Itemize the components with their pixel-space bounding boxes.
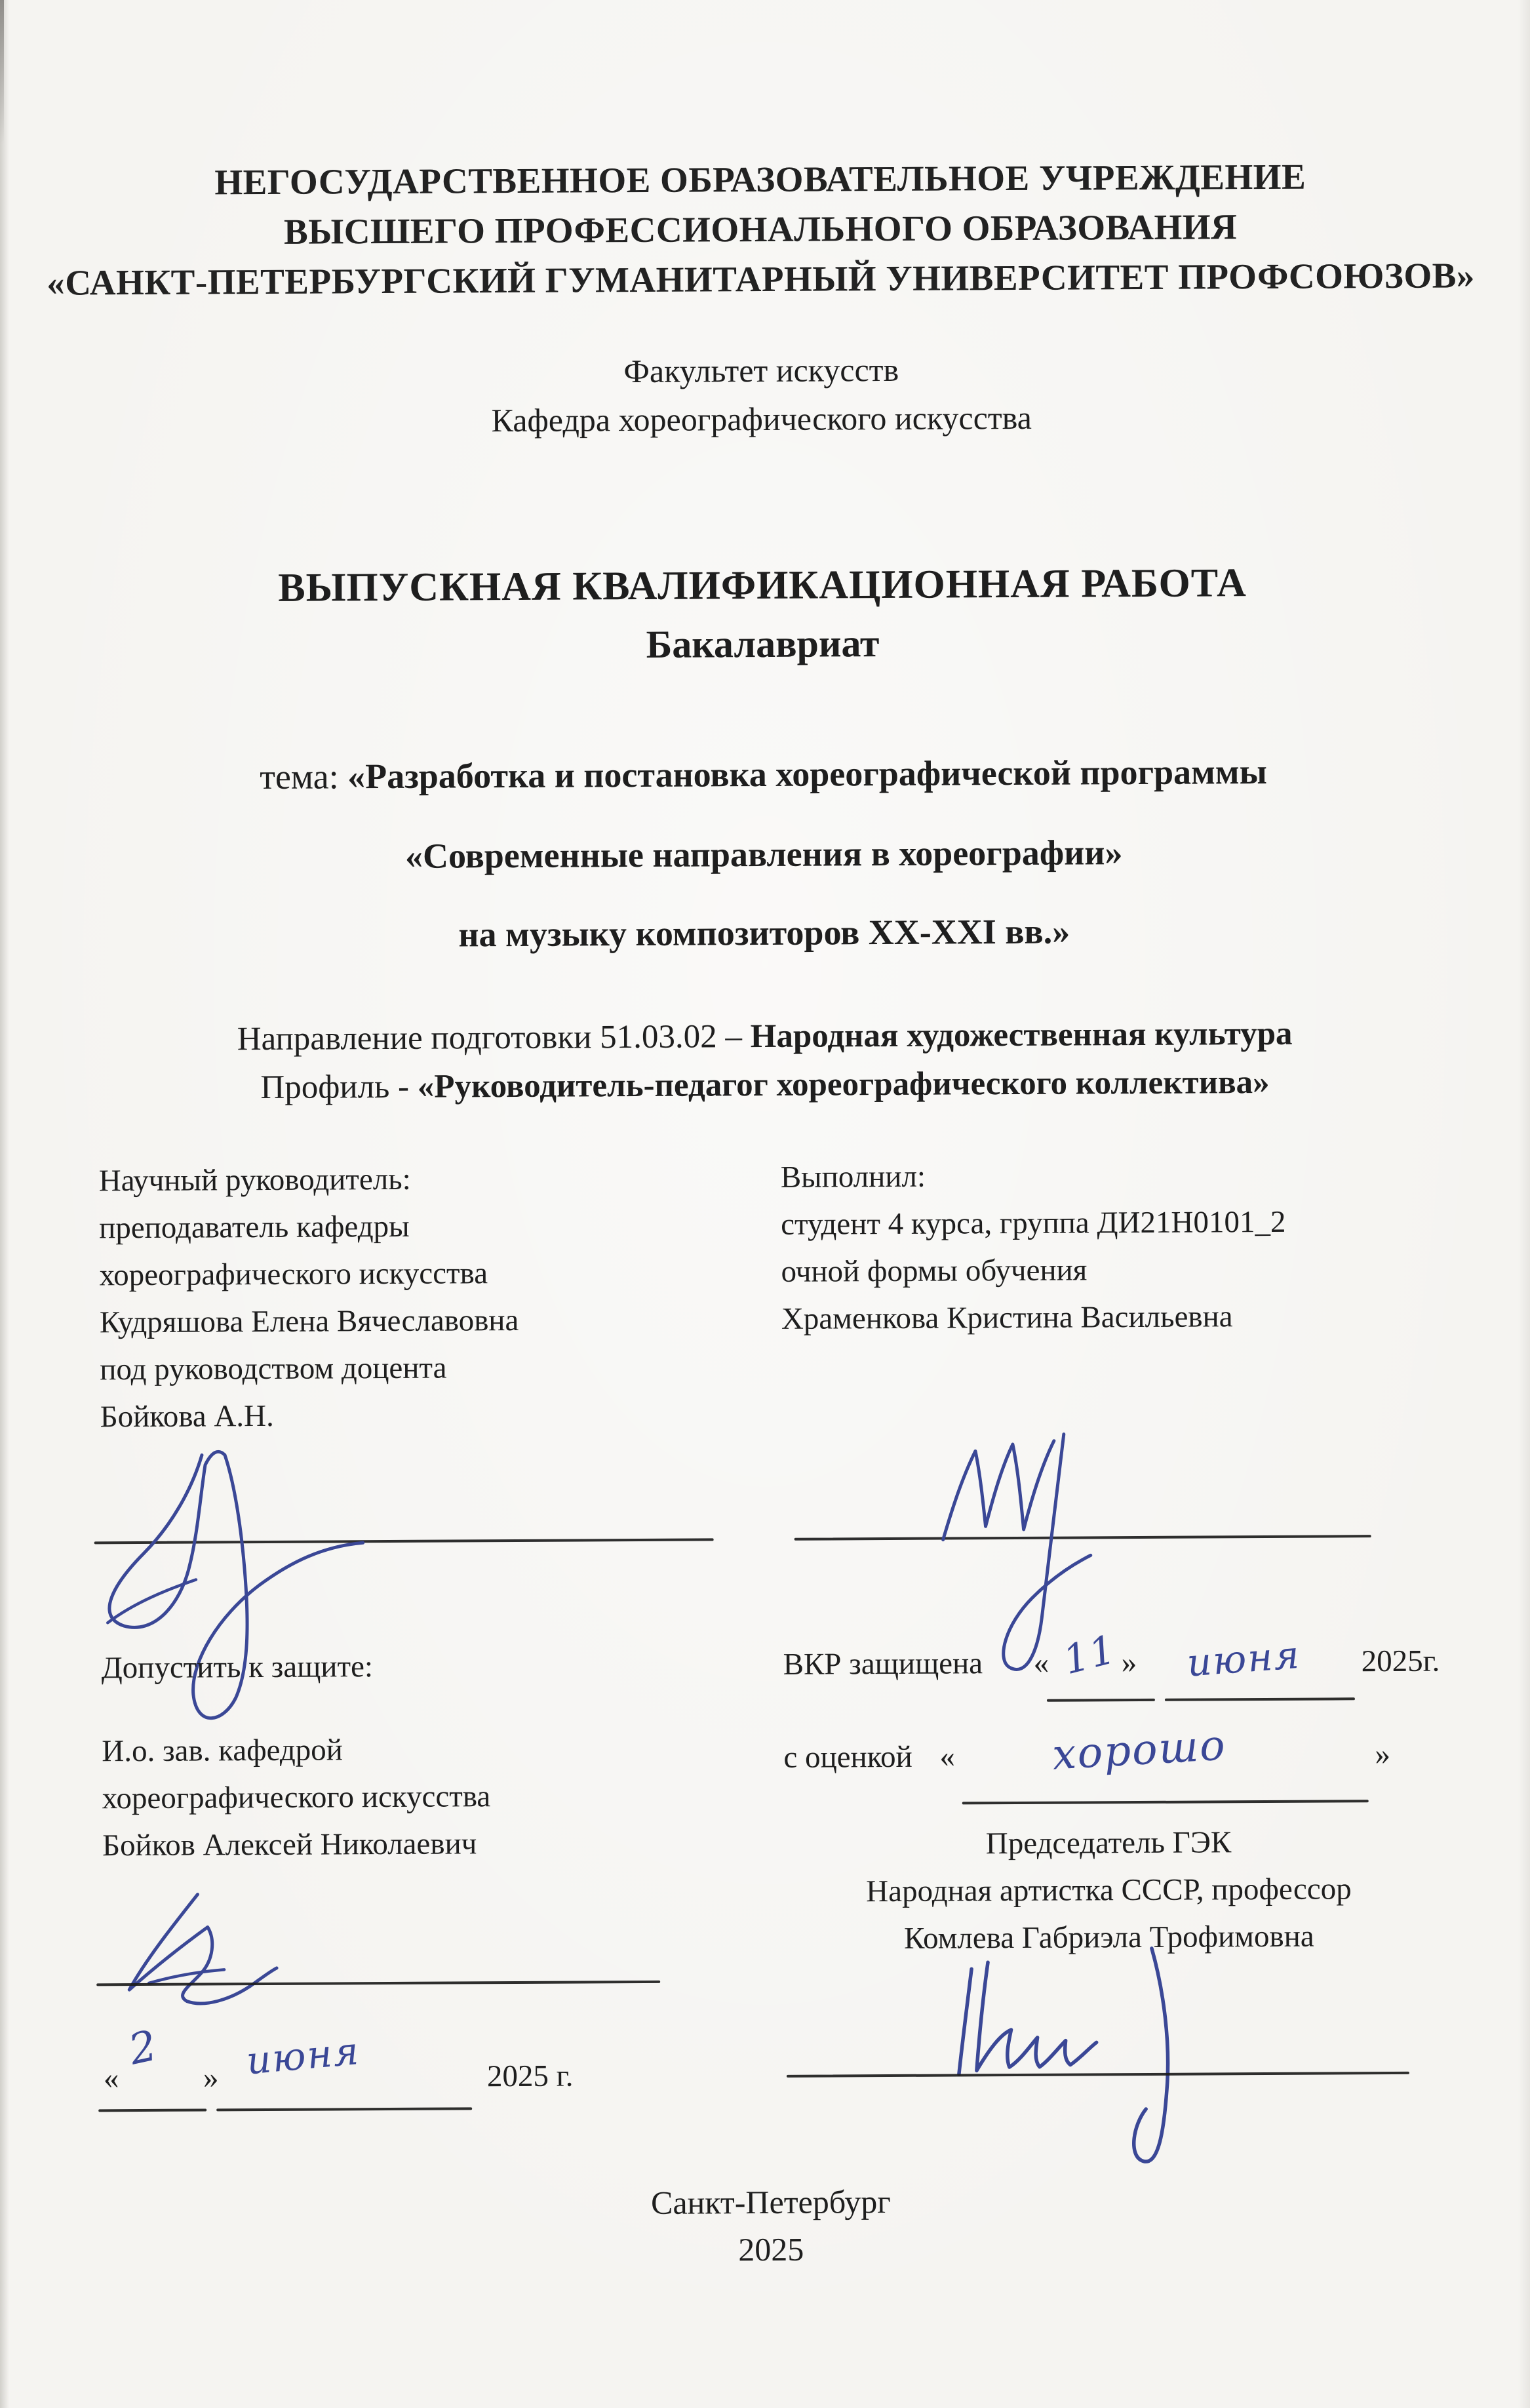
chair-signature: [935, 1925, 1212, 2188]
admission-quote-close: »: [203, 2061, 219, 2095]
supervisor-line: под руководством доцента: [100, 1351, 447, 1387]
work-type-title: ВЫПУСКНАЯ КВАЛИФИКАЦИОННАЯ РАБОТА: [278, 561, 1247, 610]
chair-name: Комлева Габриэла Трофимовна: [903, 1919, 1314, 1956]
head-name: Бойков Алексей Николаевич: [102, 1826, 477, 1863]
supervisor-line: Кудряшова Елена Вячеславовна: [99, 1303, 519, 1340]
supervisor-block: [99, 1155, 520, 1440]
department-name: Кафедра хореографического искусства: [491, 399, 1032, 439]
admission-day-underline: [98, 2108, 206, 2112]
city: Санкт-Петербург: [650, 2183, 891, 2221]
defense-month-handwritten: июня: [1185, 1632, 1302, 1686]
defense-quote-close: »: [1121, 1646, 1137, 1680]
admission-month-handwritten: июня: [244, 2028, 362, 2083]
theme-text-line1: «Разработка и постановка хореографической программы: [347, 751, 1267, 797]
head-position-line2: хореографического искусства: [102, 1779, 491, 1816]
author-block: [781, 1151, 1287, 1343]
org-name-line2: ВЫСШЕГО ПРОФЕССИОНАЛЬНОГО ОБРАЗОВАНИЯ: [283, 207, 1238, 252]
head-block: [102, 1726, 491, 1869]
grade-underline: [962, 1800, 1369, 1804]
year: 2025: [738, 2230, 804, 2268]
degree-level: Бакалавриат: [646, 622, 880, 666]
admission-year: 2025 г.: [486, 2059, 574, 2094]
program-label: Направление подготовки 51.03.02 –: [237, 1018, 743, 1058]
head-signature: [109, 1878, 306, 2017]
grade-label: с оценкой: [783, 1739, 912, 1775]
profile-line: [0, 1062, 1530, 1108]
program-value: Народная художественная культура: [750, 1015, 1293, 1056]
faculty-name: Факультет искусств: [623, 351, 899, 390]
defense-date-prefix: ВКР защищена: [783, 1646, 983, 1682]
defense-quote-open: «: [1033, 1646, 1049, 1680]
author-line: студент 4 курса, группа ДИ21Н0101_2: [780, 1204, 1286, 1242]
admission-month-underline: [216, 2107, 472, 2111]
supervisor-title: Научный руководитель:: [98, 1162, 411, 1198]
supervisor-line: Бойкова А.Н.: [100, 1398, 274, 1434]
author-line: Храменкова Кристина Васильевна: [781, 1299, 1233, 1336]
head-position-line1: И.о. зав. кафедрой: [102, 1733, 343, 1769]
program-line: [0, 1014, 1530, 1059]
theme-line2: «Современные направления в хореографии»: [404, 833, 1123, 876]
admission-label: Допустить к защите:: [101, 1649, 374, 1686]
defense-month-underline: [1165, 1697, 1355, 1701]
grade-quote-close: »: [1375, 1737, 1391, 1772]
supervisor-line: хореографического искусства: [99, 1256, 488, 1293]
defense-day-underline: [1047, 1699, 1155, 1702]
org-name-line3: «САНКТ-ПЕТЕРБУРГСКИЙ ГУМАНИТАРНЫЙ УНИВЕРСИТЕТ ПРОФСОЮЗОВ»: [47, 255, 1475, 303]
profile-value: «Руководитель-педагог хореографического коллектива»: [417, 1063, 1270, 1105]
supervisor-line: преподаватель кафедры: [99, 1209, 410, 1246]
org-name-line1: НЕГОСУДАРСТВЕННОЕ ОБРАЗОВАТЕЛЬНОЕ УЧРЕЖДЕНИЕ: [214, 156, 1306, 203]
theme-line1: [0, 750, 1529, 799]
theme-label: тема:: [260, 757, 339, 797]
profile-label: Профиль -: [260, 1068, 410, 1107]
grade-handwritten: хорошо: [1051, 1721, 1228, 1780]
grade-quote-open: «: [939, 1739, 956, 1774]
author-line: очной формы обучения: [781, 1253, 1088, 1289]
defense-day-handwritten: 11: [1059, 1626, 1122, 1684]
admission-quote-open: «: [103, 2061, 119, 2096]
supervisor-signature: [87, 1425, 404, 1741]
theme-line3: на музыку композиторов XX-XXI вв.»: [458, 911, 1070, 955]
chair-title: Председатель ГЭК: [985, 1825, 1232, 1861]
defense-year: 2025г.: [1361, 1644, 1440, 1679]
author-title: Выполнил:: [780, 1159, 926, 1194]
admission-day-handwritten: 2: [125, 2021, 163, 2075]
chair-rank: Народная артистка СССР, профессор: [866, 1872, 1352, 1909]
